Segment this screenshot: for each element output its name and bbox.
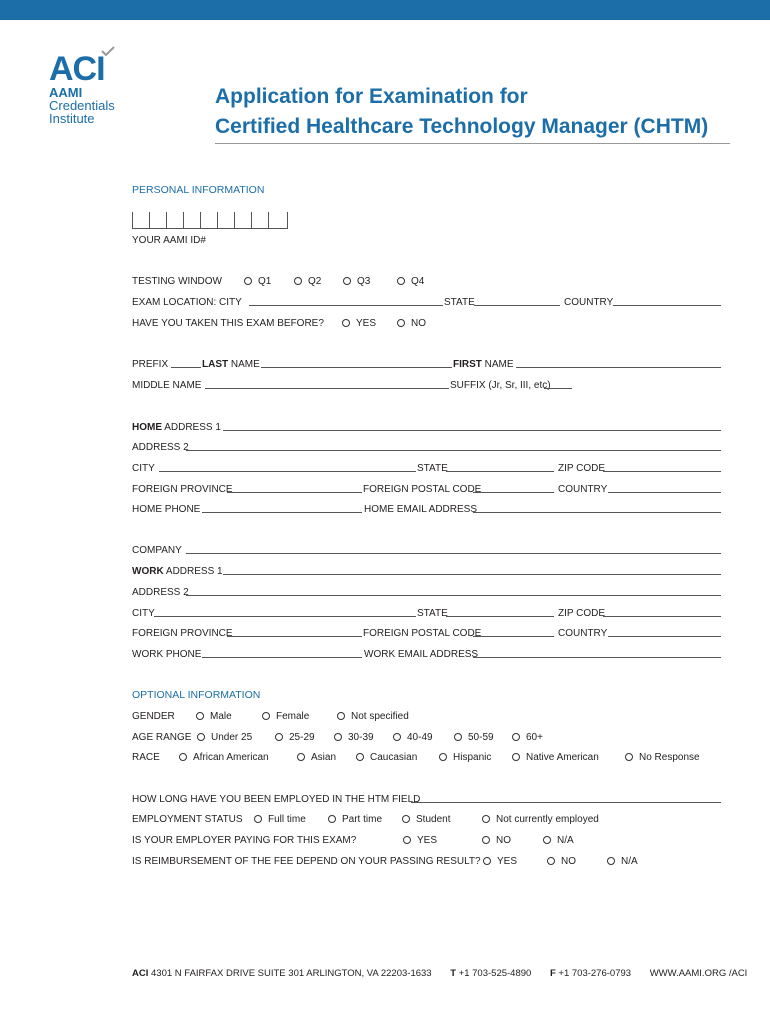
aami-id-label: YOUR AAMI ID# [132, 235, 206, 246]
employment-full-time[interactable]: Full time [254, 813, 306, 827]
logo-line-2: Credentials [49, 98, 115, 113]
work-address1-row: WORK ADDRESS 1 [132, 565, 722, 579]
work-city-field[interactable] [154, 607, 416, 617]
footer-address: 4301 N FAIRFAX DRIVE SUITE 301 ARLINGTON, VA 22203-1633 [151, 968, 432, 979]
home-zip-field[interactable] [603, 462, 721, 472]
work-address2-row: ADDRESS 2 [132, 586, 722, 600]
employment-row: EMPLOYMENT STATUS Full time Part time Student Not currently employed [132, 814, 599, 825]
gender-male[interactable]: Male [196, 710, 232, 724]
footer-fax: +1 703-276-0793 [558, 968, 632, 979]
age-30-39[interactable]: 30-39 [334, 731, 374, 745]
home-email-field[interactable] [473, 503, 721, 513]
employer-paying-na[interactable]: N/A [543, 834, 574, 848]
exam-city-field[interactable] [249, 296, 443, 306]
logo-line-3: Institute [49, 111, 95, 126]
footer-org: ACI [132, 968, 149, 979]
race-native-american[interactable]: Native American [512, 751, 599, 765]
footer-phone: +1 703-525-4890 [458, 968, 532, 979]
section-heading-personal: PERSONAL INFORMATION [132, 184, 265, 196]
gender-not-specified[interactable]: Not specified [337, 710, 409, 724]
section-heading-optional: OPTIONAL INFORMATION [132, 689, 261, 701]
title-divider [215, 143, 730, 144]
work-phone-field[interactable] [202, 648, 362, 658]
checkmark-icon [101, 46, 115, 56]
taken-before-no[interactable]: NO [397, 317, 426, 331]
work-country-field[interactable] [608, 627, 721, 637]
race-no-response[interactable]: No Response [625, 751, 700, 765]
employment-student[interactable]: Student [402, 813, 450, 827]
how-long-field[interactable] [411, 793, 721, 803]
employment-not-employed[interactable]: Not currently employed [482, 813, 599, 827]
testing-window-label: TESTING WINDOW [132, 276, 222, 287]
home-foreign-postal-field[interactable] [473, 483, 554, 493]
work-zip-field[interactable] [603, 607, 721, 617]
employer-paying-row: IS YOUR EMPLOYER PAYING FOR THIS EXAM? YES NO N/A [132, 835, 574, 846]
home-foreign-province-field[interactable] [227, 483, 362, 493]
gender-row: GENDER Male Female Not specified [132, 711, 409, 722]
race-asian[interactable]: Asian [297, 751, 336, 765]
aci-logo [49, 52, 129, 125]
middle-name-row: MIDDLE NAME SUFFIX (Jr, Sr, III, etc) [132, 379, 722, 393]
work-email-field[interactable] [473, 648, 721, 658]
testing-window-q3[interactable]: Q3 [343, 275, 370, 289]
middle-name-field[interactable] [205, 379, 449, 389]
exam-country-field[interactable] [613, 296, 721, 306]
testing-window-q4[interactable]: Q4 [397, 275, 424, 289]
top-banner [0, 0, 770, 20]
reimbursement-row: IS REIMBURSEMENT OF THE FEE DEPEND ON YOUR PASSING RESULT? YES NO N/A [132, 856, 638, 867]
taken-before-yes[interactable]: YES [342, 317, 376, 331]
company-row: COMPANY [132, 544, 722, 558]
race-hispanic[interactable]: Hispanic [439, 751, 491, 765]
work-foreign-province-field[interactable] [227, 627, 362, 637]
reimbursement-yes[interactable]: YES [483, 855, 517, 869]
logo-line-1: AAMI [49, 85, 83, 100]
age-50-59[interactable]: 50-59 [454, 731, 494, 745]
race-caucasian[interactable]: Caucasian [356, 751, 417, 765]
how-long-row: HOW LONG HAVE YOU BEEN EMPLOYED IN THE HTM FIELD [132, 793, 722, 807]
home-address1-field[interactable] [223, 421, 721, 431]
suffix-field[interactable] [544, 379, 572, 389]
testing-window-row [132, 275, 722, 289]
name-row: PREFIX LAST NAME FIRST NAME [132, 358, 722, 372]
work-foreign-row: FOREIGN PROVINCE FOREIGN POSTAL CODE COUNTRY [132, 627, 722, 641]
first-name-field[interactable] [516, 358, 721, 368]
work-address2-field[interactable] [186, 586, 721, 596]
employment-part-time[interactable]: Part time [328, 813, 382, 827]
race-african-american[interactable]: African American [179, 751, 269, 765]
last-name-field[interactable] [261, 358, 452, 368]
home-state-field[interactable] [446, 462, 554, 472]
exam-state-field[interactable] [474, 296, 560, 306]
work-foreign-postal-field[interactable] [473, 627, 554, 637]
home-address1-row: HOME ADDRESS 1 [132, 421, 722, 435]
home-phone-field[interactable] [202, 503, 362, 513]
age-range-row: AGE RANGE Under 25 25-29 30-39 40-49 50-59 60+ [132, 732, 543, 743]
footer-website: WWW.AAMI.ORG /ACI [649, 968, 748, 979]
testing-window-q2[interactable]: Q2 [294, 275, 321, 289]
work-phone-row: WORK PHONE WORK EMAIL ADDRESS [132, 648, 722, 662]
work-city-row: CITY STATE ZIP CODE [132, 607, 722, 621]
prefix-field[interactable] [171, 358, 201, 368]
taken-before-row: HAVE YOU TAKEN THIS EXAM BEFORE? YES NO [132, 318, 426, 329]
footer: ACI 4301 N FAIRFAX DRIVE SUITE 301 ARLINGTON, VA 22203-1633 T +1 703-525-4890 F +1 703-276-0793 WWW.AAMI.ORG /ACI [132, 968, 748, 979]
age-60-plus[interactable]: 60+ [512, 731, 543, 745]
race-row: RACE African American Asian Caucasian Hispanic Native American No Response [132, 752, 700, 763]
age-25-29[interactable]: 25-29 [275, 731, 315, 745]
home-city-field[interactable] [159, 462, 416, 472]
work-address1-field[interactable] [223, 565, 721, 575]
gender-female[interactable]: Female [262, 710, 309, 724]
testing-window-q1[interactable]: Q1 [244, 275, 271, 289]
company-field[interactable] [186, 544, 721, 554]
employer-paying-no[interactable]: NO [482, 834, 511, 848]
home-foreign-row: FOREIGN PROVINCE FOREIGN POSTAL CODE COUNTRY [132, 483, 722, 497]
employer-paying-yes[interactable]: YES [403, 834, 437, 848]
home-country-field[interactable] [608, 483, 721, 493]
logo-mark: ACI [49, 50, 105, 88]
age-under-25[interactable]: Under 25 [197, 731, 252, 745]
page-title: Application for Examination for Certified Healthcare Technology Manager (CHTM) [215, 85, 709, 138]
home-address2-row: ADDRESS 2 [132, 441, 722, 455]
age-40-49[interactable]: 40-49 [393, 731, 433, 745]
work-state-field[interactable] [446, 607, 554, 617]
reimbursement-na[interactable]: N/A [607, 855, 638, 869]
aami-id-input[interactable] [132, 212, 288, 229]
home-phone-row: HOME PHONE HOME EMAIL ADDRESS [132, 503, 722, 517]
home-city-row: CITY STATE ZIP CODE [132, 462, 722, 476]
exam-location-row: EXAM LOCATION: CITY STATE COUNTRY [132, 296, 722, 310]
home-address2-field[interactable] [186, 441, 721, 451]
reimbursement-no[interactable]: NO [547, 855, 576, 869]
